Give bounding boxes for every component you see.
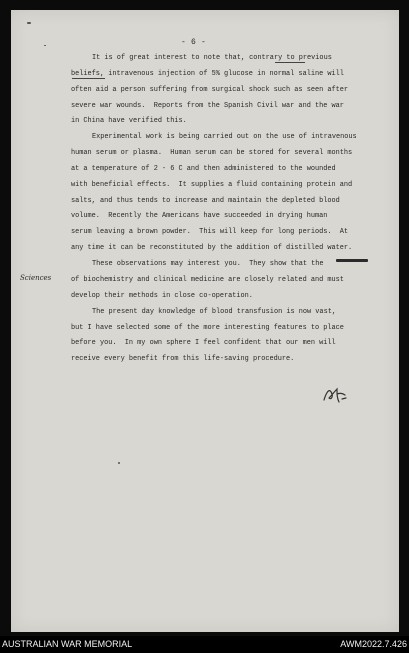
signature-mark xyxy=(322,386,348,404)
document-line: beliefs, intravenous injection of 5% glucose in normal saline will xyxy=(71,70,344,78)
document-line: These observations may interest you. They show that the xyxy=(92,260,324,268)
archive-caption-bar xyxy=(0,636,409,653)
paper-speck xyxy=(27,22,31,24)
document-line: at a temperature of 2 - 6 C and then administered to the wounded xyxy=(71,165,336,173)
document-line: but I have selected some of the more interesting features to place xyxy=(71,324,344,332)
document-line: human serum or plasma. Human serum can be stored for several months xyxy=(71,149,353,157)
paper-speck xyxy=(44,45,46,46)
document-line: receive every benefit from this life-saving procedure. xyxy=(71,355,295,363)
document-line: often aid a person suffering from surgical shock such as seen after xyxy=(71,86,349,94)
accession-number: AWM2022.7.426 xyxy=(340,639,407,649)
document-line: serum leaving a brown powder. This will keep for long periods. At xyxy=(71,228,349,236)
document-line: develop their methods in close co-operation. xyxy=(71,292,253,300)
page-number: - 6 - xyxy=(181,38,207,47)
strikethrough-mark xyxy=(336,259,368,262)
document-line: any time it can be reconstituted by the addition of distilled water. xyxy=(71,244,353,252)
document-line: before you. In my own sphere I feel confident that our men will xyxy=(71,339,336,347)
document-line: The present day knowledge of blood transfusion is now vast, xyxy=(92,308,336,316)
document-line: It is of great interest to note that, contrary to previous xyxy=(92,54,332,62)
archive-name: AUSTRALIAN WAR MEMORIAL xyxy=(2,639,133,649)
document-line: severe war wounds. Reports from the Spanish Civil war and the war xyxy=(71,102,344,110)
document-line: with beneficial effects. It supplies a fluid containing protein and xyxy=(71,181,353,189)
document-line: salts, and thus tends to increase and maintain the depleted blood xyxy=(71,197,340,205)
document-line: volume. Recently the Americans have succeeded in drying human xyxy=(71,212,328,220)
handwritten-margin-note: Sciences xyxy=(20,274,52,282)
document-line: of biochemistry and clinical medicine are closely related and must xyxy=(71,276,344,284)
document-line: in China have verified this. xyxy=(71,117,187,125)
handwritten-underline xyxy=(72,78,105,79)
paper-speck xyxy=(118,462,120,464)
document-line: Experimental work is being carried out on the use of intravenous xyxy=(92,133,357,141)
handwritten-underline xyxy=(275,62,305,63)
